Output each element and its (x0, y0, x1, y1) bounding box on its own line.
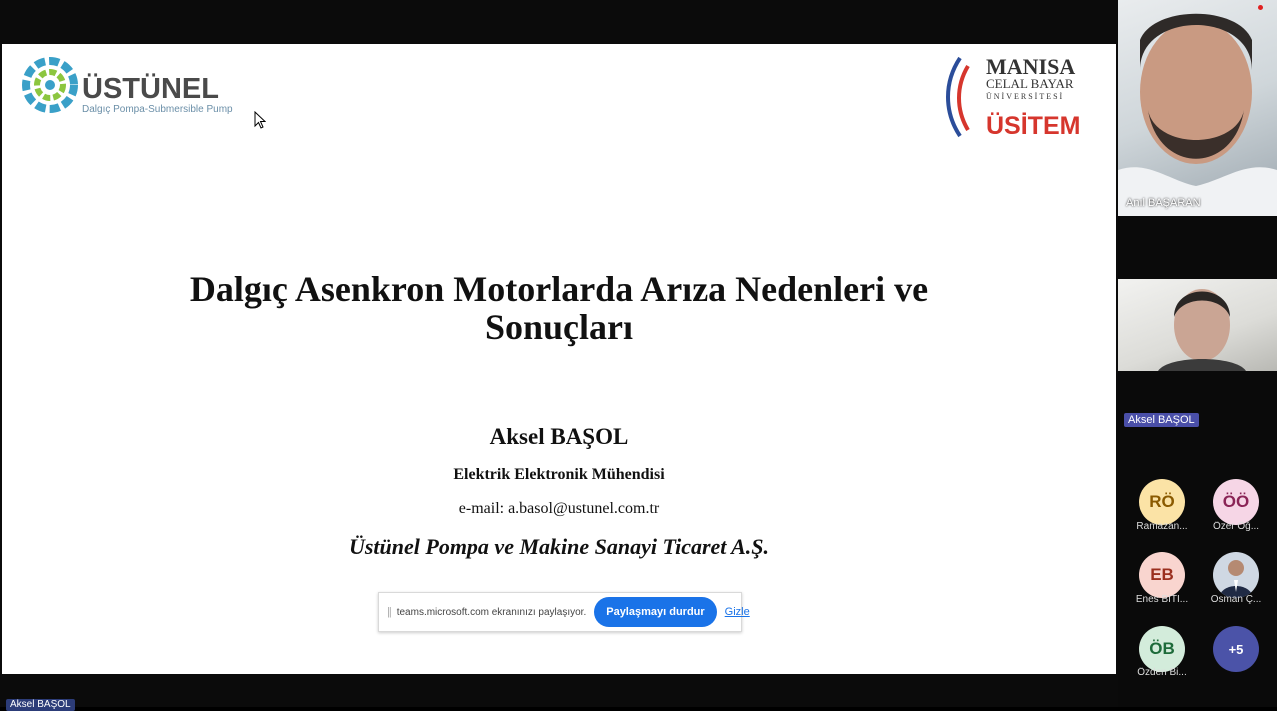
slide-title-line1: Dalgıç Asenkron Motorlarda Arıza Nedenleri ve (189, 269, 929, 309)
usitem-line3: ÜNİVERSİTESİ (986, 92, 1065, 101)
avatar-ramazan[interactable]: RÖ (1139, 479, 1185, 525)
ustunel-brand-text: ÜSTÜNEL (82, 73, 219, 105)
more-participants-button[interactable]: +5 (1213, 626, 1259, 672)
slide-title-line2: Sonuçları (484, 307, 634, 347)
share-message: teams.microsoft.com ekranınızı paylaşıyor. (396, 606, 587, 618)
participant-video-1-name: Anıl BAŞARAN (1126, 197, 1201, 209)
usitem-line2: CELAL BAYAR (986, 76, 1074, 91)
screen-share-bar (378, 592, 750, 632)
slide-author: Aksel BAŞOL (489, 424, 629, 449)
avatar-label-ozer: Özer Öğ... (1212, 521, 1260, 532)
avatar-osman[interactable] (1213, 552, 1259, 598)
usitem-line1: MANISA (986, 54, 1076, 79)
hide-link[interactable]: Gizle (724, 606, 750, 618)
participant-video-1[interactable] (1118, 0, 1277, 216)
ustunel-logo (22, 56, 246, 118)
slide-company: Üstünel Pompa ve Makine Sanayi Ticaret A.Ş. (348, 534, 770, 559)
stop-sharing-button[interactable]: Paylaşmayı durdur (594, 597, 716, 627)
person-photo-icon (1213, 552, 1259, 598)
ustunel-tagline: Dalgıç Pompa-Submersible Pump (82, 104, 233, 115)
avatar-label-ozden: Özden Bi... (1137, 667, 1187, 678)
avatar-ozden[interactable]: ÖB (1139, 626, 1185, 672)
person-video-icon (1118, 279, 1277, 371)
usitem-logo (942, 52, 1102, 138)
participant-video-2-name: Aksel BAŞOL (1124, 413, 1199, 427)
presenter-name-tag: Aksel BAŞOL (6, 699, 75, 711)
slide-email: e-mail: a.basol@ustunel.com.tr (458, 500, 660, 517)
avatar-label-osman: Osman Ç... (1210, 594, 1262, 605)
recording-dot-icon (1258, 5, 1263, 10)
drag-handle-icon[interactable]: || (387, 606, 391, 618)
participants-panel (1118, 0, 1277, 707)
participant-video-2[interactable] (1118, 279, 1277, 371)
avatar-label-ramazan: Ramazan... (1136, 521, 1188, 532)
avatar-enes[interactable]: EB (1139, 552, 1185, 598)
presentation-slide (2, 44, 1116, 674)
person-video-icon (1118, 0, 1277, 216)
slide-role: Elektrik Elektronik Mühendisi (453, 466, 665, 483)
avatar-label-enes: Enes BİTİ... (1135, 594, 1189, 605)
mouse-cursor-icon (254, 111, 266, 129)
slide-title (62, 270, 1056, 346)
avatar-ozer[interactable]: ÖÖ (1213, 479, 1259, 525)
usitem-line4: ÜSİTEM (986, 112, 1081, 138)
